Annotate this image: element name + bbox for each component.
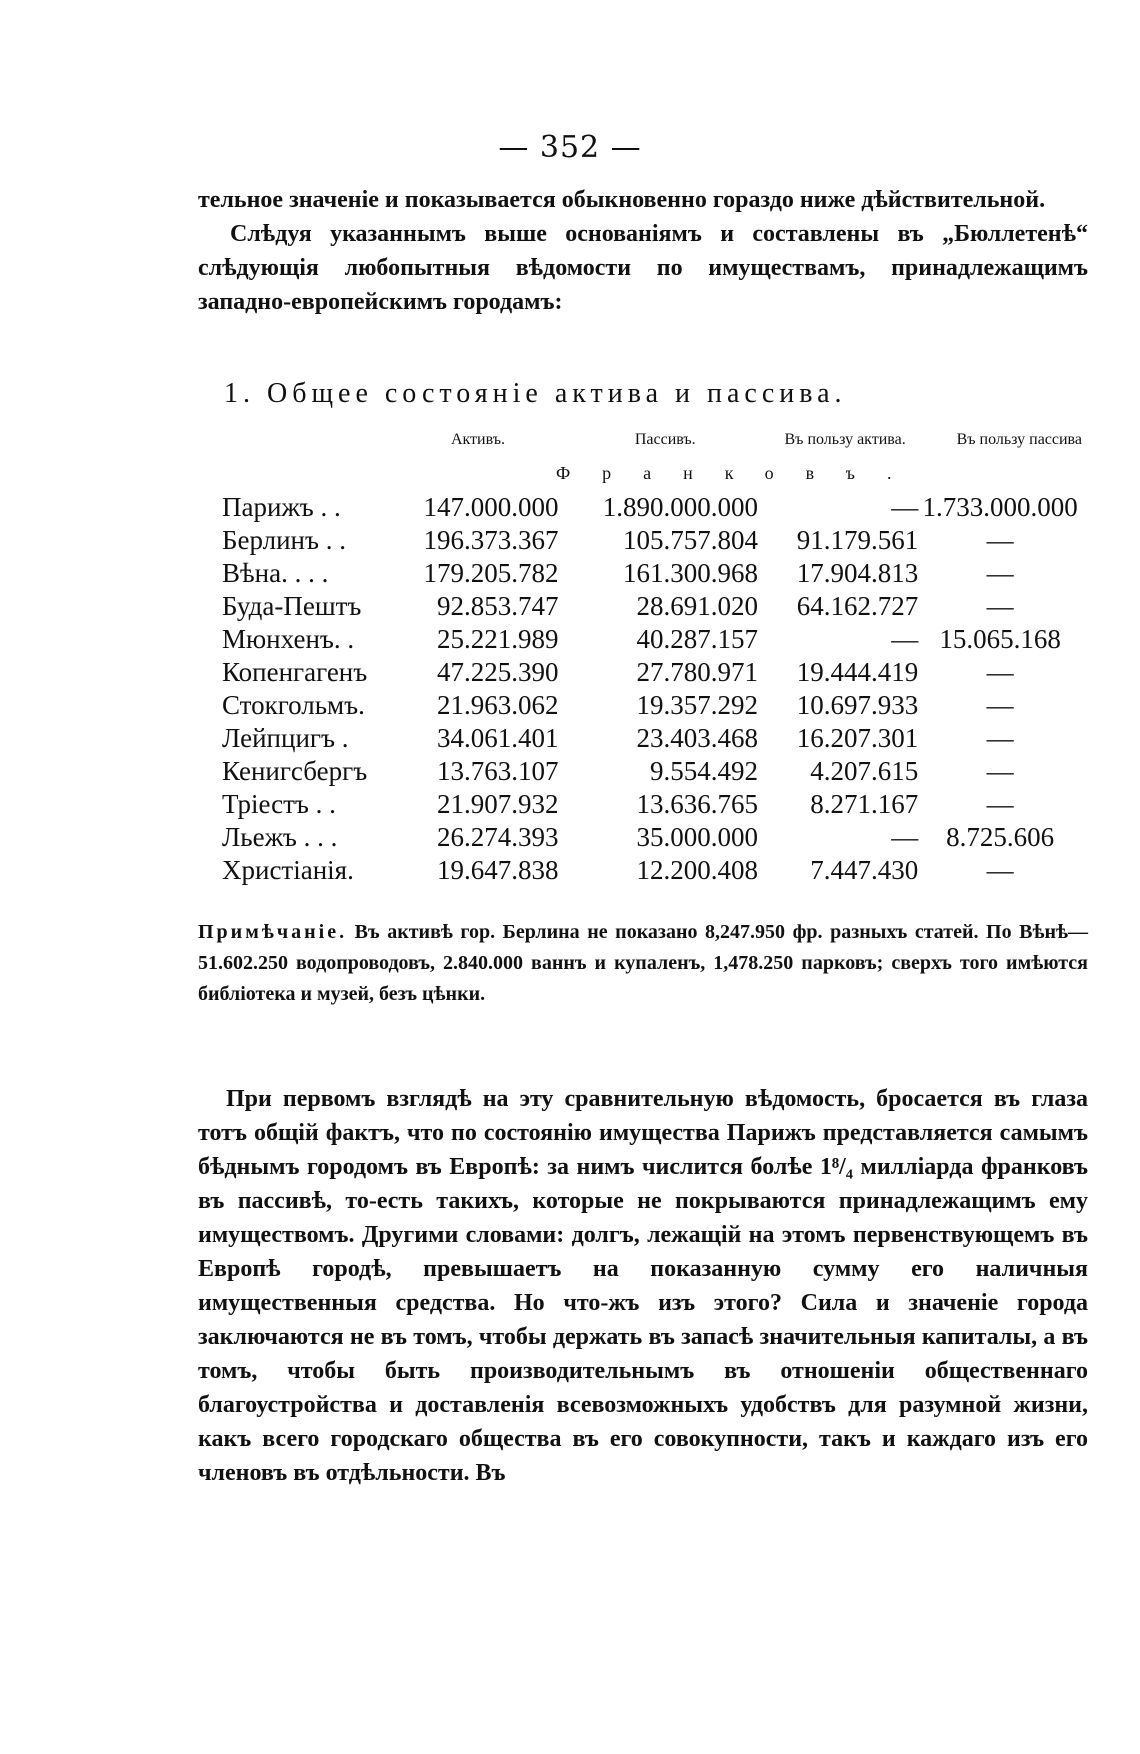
footnote-label: Примѣчаніе. xyxy=(198,921,348,943)
footnote xyxy=(198,917,1088,1010)
table-row xyxy=(222,557,1082,590)
cell-active: 179.205.782 xyxy=(423,558,559,588)
table-row xyxy=(222,491,1082,524)
paragraph-intro: Слѣдуя указаннымъ выше основаніямъ и составлены въ „Бюллетенѣ“ слѣдующія любопытныя вѣдомости по имуществамъ, принадлежащимъ западно-европейскимъ городамъ: xyxy=(198,221,1088,315)
table-heading: 1. Общее состояніе актива и пассива. xyxy=(224,378,847,409)
cell-favor-active: 19.444.419 xyxy=(796,657,919,687)
cell-passive: 27.780.971 xyxy=(636,657,758,687)
cell-favor-active: — xyxy=(891,624,919,654)
cell-favor-passive: — xyxy=(986,525,1014,555)
cell-city: Тріестъ . . xyxy=(222,789,336,819)
unit-label: Франковъ. xyxy=(555,462,924,483)
cell-favor-active: 16.207.301 xyxy=(796,723,919,753)
cell-passive: 28.691.020 xyxy=(636,591,758,621)
page-number: — 352 — xyxy=(498,130,642,165)
cell-favor-active: 10.697.933 xyxy=(796,690,919,720)
table-row xyxy=(222,590,1082,623)
cell-city: Кенигсбергъ xyxy=(222,756,368,786)
intro-text xyxy=(198,183,1088,319)
table-unit-row xyxy=(222,455,1082,491)
cell-active: 21.907.932 xyxy=(437,789,559,819)
cell-city: Христіанія. xyxy=(222,855,354,885)
cell-city: Копенгагенъ xyxy=(222,657,368,687)
cell-passive: 12.200.408 xyxy=(636,855,758,885)
city-balance-table xyxy=(222,425,1082,887)
cell-city: Лейпцигъ . xyxy=(222,723,349,753)
cell-passive: 9.554.492 xyxy=(649,756,758,786)
table-row xyxy=(222,623,1082,656)
cell-passive: 19.357.292 xyxy=(636,690,758,720)
cell-active: 47.225.390 xyxy=(437,657,559,687)
cell-favor-active: 91.179.561 xyxy=(796,525,919,555)
header-active: Активъ. xyxy=(450,431,506,448)
cell-city: Льежъ . . . xyxy=(222,822,338,852)
table-row xyxy=(222,755,1082,788)
cell-favor-active: 64.162.727 xyxy=(796,591,919,621)
cell-active: 196.373.367 xyxy=(423,525,559,555)
cell-active: 26.274.393 xyxy=(437,822,559,852)
table-row xyxy=(222,722,1082,755)
header-city xyxy=(222,425,397,455)
cell-favor-active: — xyxy=(891,822,919,852)
cell-favor-passive: — xyxy=(986,855,1014,885)
cell-city: Стокгольмъ. xyxy=(222,690,365,720)
cell-passive: 161.300.968 xyxy=(622,558,758,588)
cell-passive: 105.757.804 xyxy=(622,525,758,555)
cell-favor-passive: — xyxy=(986,690,1014,720)
cell-favor-active: 17.904.813 xyxy=(796,558,919,588)
cell-city: Парижъ . . xyxy=(222,492,341,522)
cell-active: 147.000.000 xyxy=(423,492,559,522)
cell-favor-passive: — xyxy=(986,789,1014,819)
cell-passive: 35.000.000 xyxy=(636,822,758,852)
cell-favor-passive: — xyxy=(986,657,1014,687)
table-header-row xyxy=(222,425,1082,455)
paragraph-continuation: тельное значеніе и показывается обыкновенно гораздо ниже дѣйствительной. xyxy=(198,187,1046,213)
cell-city: Мюнхенъ. . xyxy=(222,624,355,654)
cell-city: Буда-Пештъ xyxy=(222,591,362,621)
cell-favor-active: — xyxy=(891,492,919,522)
header-passive: Пассивъ. xyxy=(634,431,696,448)
cell-active: 21.963.062 xyxy=(437,690,559,720)
header-favor-passive: Въ пользу пассива xyxy=(956,431,1082,448)
cell-city: Вѣна. . . . xyxy=(222,558,329,588)
cell-passive: 13.636.765 xyxy=(636,789,758,819)
table-row xyxy=(222,524,1082,557)
header-favor-active: Въ пользу актива. xyxy=(784,431,906,448)
cell-passive: 40.287.157 xyxy=(636,624,758,654)
table-row xyxy=(222,788,1082,821)
cell-favor-passive: 8.725.606 xyxy=(946,822,1055,852)
cell-city: Берлинъ . . xyxy=(222,525,346,555)
cell-favor-passive: — xyxy=(986,756,1014,786)
cell-favor-active: 4.207.615 xyxy=(810,756,919,786)
cell-favor-active: 7.447.430 xyxy=(810,855,919,885)
cell-favor-passive: 15.065.168 xyxy=(939,624,1061,654)
cell-active: 19.647.838 xyxy=(437,855,559,885)
cell-passive: 1.890.000.000 xyxy=(602,492,758,522)
table-row xyxy=(222,689,1082,722)
cell-favor-active: 8.271.167 xyxy=(810,789,919,819)
cell-favor-passive: — xyxy=(986,723,1014,753)
cell-passive: 23.403.468 xyxy=(636,723,758,753)
table-row xyxy=(222,854,1082,887)
cell-active: 92.853.747 xyxy=(437,591,559,621)
body-paragraph: При первомъ взглядѣ на эту сравнительную вѣдомость, бросается въ глаза тотъ общій фактъ, что по состоянію имущества Парижъ представляется самымъ бѣднымъ городомъ въ Европѣ: за нимъ числится болѣе 1⁸/₄ милліарда франковъ въ пассивѣ, то-есть такихъ, которые не покрываются принадлежащимъ ему имуществомъ. Другими словами: долгъ, лежащій на этомъ первенствующемъ въ Европѣ городѣ, превышаетъ на показанную сумму его наличныя имущественныя средства. Но что-жъ изъ этого? Сила и значеніе города заключаются не въ томъ, чтобы держать въ запасѣ значительныя капиталы, а въ томъ, чтобы быть производительнымъ въ отношеніи общественнаго благоустройства и доставленія всевозможныхъ удобствъ для разумной жизни, какъ всего городскаго общества въ его совокупности, такъ и каждаго изъ его членовъ въ отдѣльности. Въ xyxy=(198,1086,1088,1486)
cell-favor-passive: — xyxy=(986,558,1014,588)
cell-favor-passive: — xyxy=(986,591,1014,621)
footnote-text: Въ активѣ гор. Берлина не показано 8,247.950 фр. разныхъ статей. По Вѣнѣ—51.602.250 водопроводовъ, 2.840.000 ваннъ и купаленъ, 1,478.250 парковъ; сверхъ того имѣются библіотека и музей, безъ цѣнки. xyxy=(198,921,1089,1005)
cell-active: 13.763.107 xyxy=(437,756,559,786)
cell-active: 25.221.989 xyxy=(437,624,559,654)
cell-active: 34.061.401 xyxy=(437,723,559,753)
table-row xyxy=(222,656,1082,689)
table-row xyxy=(222,821,1082,854)
cell-favor-passive: 1.733.000.000 xyxy=(922,492,1078,522)
